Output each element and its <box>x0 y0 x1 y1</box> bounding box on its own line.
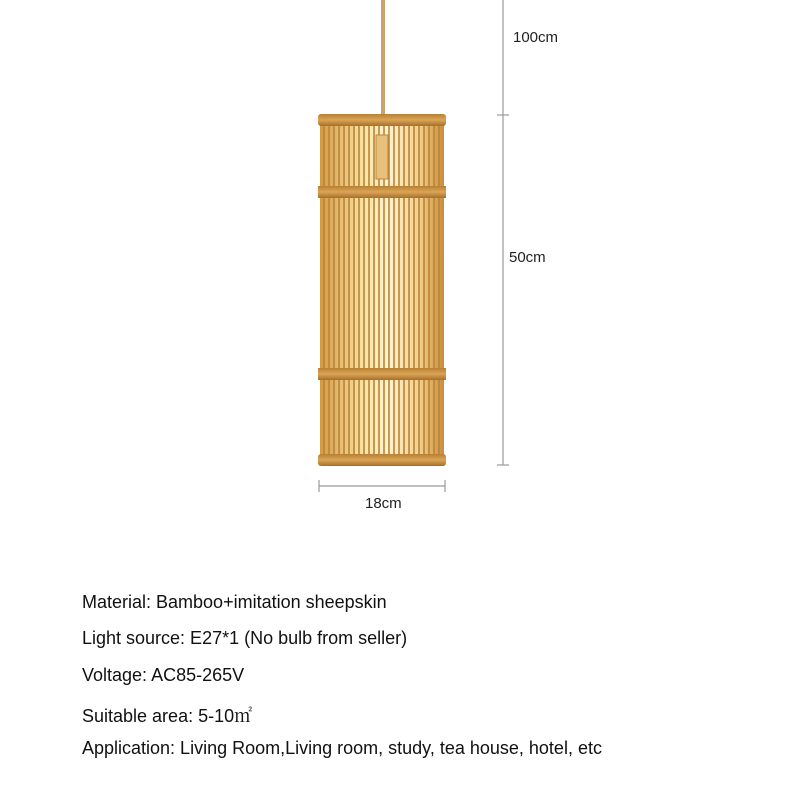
lower-band <box>318 368 446 380</box>
bulb-socket <box>376 135 388 179</box>
spec-application: Application: Living Room,Living room, study, tea house, hotel, etc <box>82 738 602 758</box>
height-dimension-line <box>497 0 509 465</box>
cord-length-label: 100cm <box>513 29 559 46</box>
spec-voltage: Voltage: AC85-265V <box>82 665 245 685</box>
width-dimension-line <box>319 480 445 492</box>
spec-suitable-area: Suitable area: 5-10㎡ <box>82 706 253 726</box>
lamp-width-label: 18cm <box>365 495 402 512</box>
top-ring <box>318 114 446 126</box>
bottom-ring <box>318 454 446 466</box>
hanging-cord <box>381 0 385 120</box>
lamp-height-label: 50cm <box>509 249 546 266</box>
spec-material: Material: Bamboo+imitation sheepskin <box>82 592 387 612</box>
spec-light-source: Light source: E27*1 (No bulb from seller) <box>82 628 408 648</box>
upper-band <box>318 186 446 198</box>
